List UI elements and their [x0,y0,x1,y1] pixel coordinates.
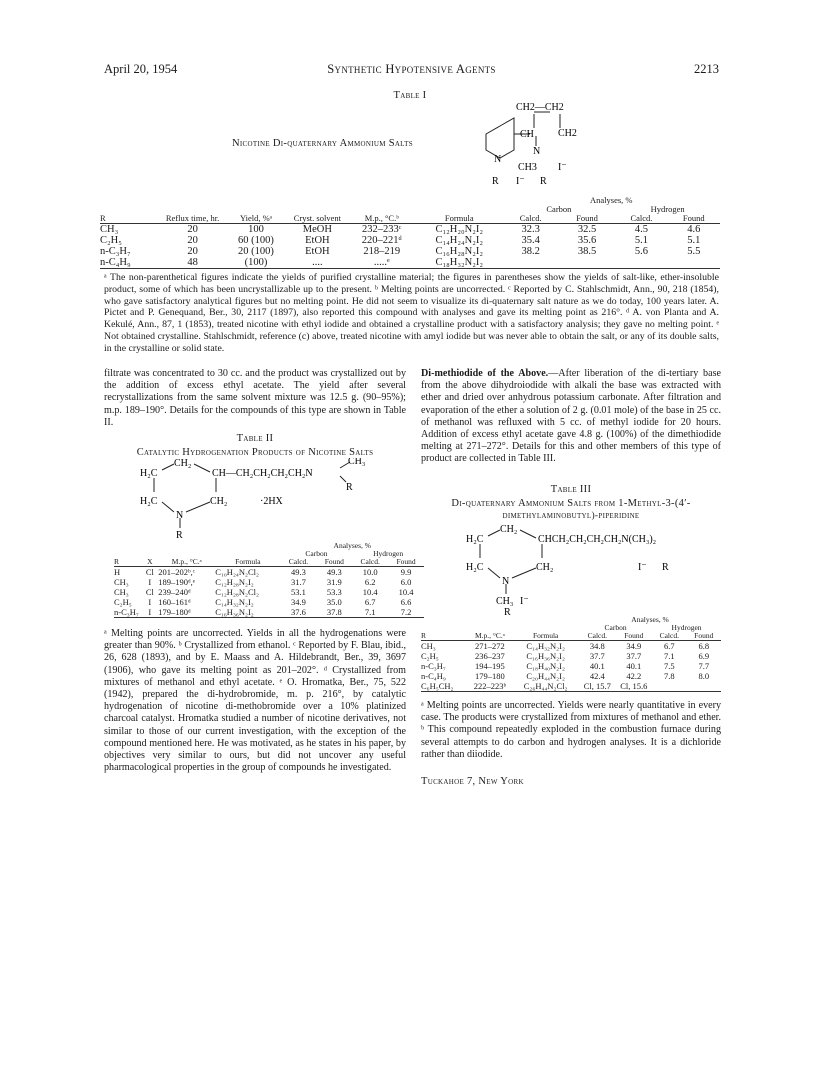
table-row [114,567,424,578]
cell: C₁₈H₄₀N₂I₂ [526,661,565,671]
cell: 7.2 [400,607,412,617]
t3-analyses-header: Analyses, % [631,615,669,624]
cell: 34.9 [291,597,306,607]
table2-label: Table II [236,433,274,444]
cell: 10.0 [362,567,378,577]
cell: n-C₃H₇ [100,246,131,257]
t1-hydrogen-header: Hydrogen [650,204,685,214]
table1-structure [478,100,588,192]
t3s-iodide-bottom: I⁻ [520,596,529,607]
left-paragraph: filtrate was concentrated to 30 cc. and the product was crystallized out by the addition of excess ethyl acetate. The yield after several recrystallizations from the same solvent mixture was 12.5 g. (90–95%); m.p. 189–190°. Details for the compounds of this type are shown in Table II. [104,368,406,428]
cell: 100 [248,224,264,235]
t2-col-c-calcd: Calcd. [288,557,309,566]
t3-col-mp: M.p., °C.ᵃ [474,631,505,640]
t2s-ch3: CH₃ [348,458,366,467]
cell: Cl [145,587,154,597]
cell: 6.2 [364,577,376,587]
table-row [421,641,721,652]
cell: 49.3 [326,567,342,577]
cell [687,681,721,692]
page-number: 2213 [694,62,719,76]
t3s-ch3: CH₃ [496,596,514,607]
cell: 60 (100) [238,235,274,246]
cell: 31.7 [291,577,306,587]
cell: C₆H₅CH₂ [421,681,454,691]
t3s-h2c-top: H₂C [466,534,484,545]
table-row [114,597,424,607]
cell: CH₃ [114,577,129,587]
t3s-chain: CHCH₂CH₂CH₂CH₂N(CH₃)₂ [538,534,657,545]
cell [615,257,667,269]
cell: 194–195 [475,661,505,671]
t1s-i1: I⁻ [558,162,567,173]
cell: 40.1 [589,661,605,671]
t1s-r1: R [492,176,499,187]
cell: 34.9 [626,641,642,651]
cell: MeOH [302,224,332,235]
t1s-ch2ch2: CH2—CH2 [516,102,564,113]
cell: C₂H₅ [100,235,122,246]
cell: 6.8 [698,641,710,651]
table3 [421,616,721,692]
t3s-ch2-top: CH₂ [500,524,518,535]
t3s-r-right: R [662,562,669,573]
cell: n-C₄H₉ [421,671,446,681]
cell: 4.5 [634,224,648,235]
cell: (100) [244,257,268,268]
cell: 179–180 [475,671,505,681]
cell: 7.7 [698,661,710,671]
cell: 201–202ᵇ,ᶜ [158,567,195,577]
cell: C₂H₅ [114,597,132,607]
table3-title-line2: dimethylaminobutyl)-piperidine [502,511,640,521]
cell: 10.4 [398,587,414,597]
cell: 37.8 [326,607,342,617]
cell: 20 [187,235,198,246]
cell: C₂₆H₄₄N₂Cl₂ [523,681,568,691]
author-address: Tuckahoe 7, New York [421,776,524,787]
table2 [114,542,424,618]
t2-col-h-calcd: Calcd. [360,557,380,566]
cell: n-C₃H₇ [114,607,139,617]
t3s-n: N [502,576,510,587]
cell: 6.0 [400,577,412,587]
cell: 239–240ᵈ [158,587,191,597]
t1-analyses-header: Analyses, % [590,195,633,205]
table3-title-line1: Di-quaternary Ammonium Salts from 1-Methyl-3-(4′- [451,498,691,509]
cell: 8.0 [698,671,710,681]
table1 [100,196,720,269]
cell: 10.4 [362,587,378,597]
cell [503,257,559,269]
table-row [421,651,721,661]
table3-footnote: ᵃ Melting points are uncorrected. Yields were nearly quantitative in every case. The products were crystallized from mixtures of methanol and ether. ᵇ This compound repeatedly exploded in the combustion furnace during several attempts to do carbon and hydrogen analyses. It is a dichloride rather than diiodide. [421,700,721,760]
cell: 189–190ᵈ,ᵉ [158,577,195,587]
table-row [114,607,424,618]
cell: 35.6 [577,235,597,246]
t3-col-c-found: Found [624,631,644,640]
cell: 6.7 [364,597,376,607]
cell: 7.1 [663,651,675,661]
t1s-n1: N [494,154,502,165]
t1-col-mp: M.p., °C.ᵇ [364,213,399,223]
cell: 232–233ᶜ [362,224,402,235]
cell [559,257,615,269]
cell: I [148,597,152,607]
cell: 32.5 [577,224,597,235]
cell: 48 [187,257,198,268]
t2-col-formula: Formula [235,557,261,566]
t2s-r-right: R [346,482,353,493]
cell: 32.3 [521,224,540,235]
cell: 7.1 [364,607,376,617]
cell: EtOH [305,246,330,257]
t2-col-mp: M.p., °C.ᵃ [171,557,202,566]
t3s-h2c-bottom: H₂C [466,562,484,573]
t1-col-c-found: Found [576,213,598,223]
cell: 38.2 [521,246,540,257]
cell: C₁₄H₃₂N₂I₂ [215,597,254,607]
cell: C₁₄H₃₂N₂I₂ [526,641,565,651]
table2-footnote: ᵃ Melting points are uncorrected. Yields in all the hydrogenations were greater than 90%. ᵇ Crystallized from ethanol. ᶜ Reported by F. Blau, ibid., 26, 628 (1893), and by E. Maass and A. Hildebrandt, Ber., 39, 3697 (1906), who gave its melting point as 201–202°. ᵈ Crystallized from mixtures of methanol and ethyl acetate. ᵉ O. Hromatka, Ber., 75, 522 (1942), prepared the di-hydrobromide, m. p. 216°, by catalytic hydrogenation of nicotine di-methobromide over a 10% platinized charcoal catalyst. Hromatka studied a number of nicotine derivatives, not similar to those of our current investigation, with the exception of the compound mentioned here. He was motivated, as he states in his paper, by objectives very similar to ours, but did not uncover any useful pharmacological properties in the group of compounds he investigated. [104,628,406,774]
cell: 49.3 [291,567,306,577]
section-body: —After liberation of the di-tertiary base from the above dihydroiodide with alkali the base was extracted with ether and dried over anhydrous potassium carbonate. After filtration and evaporation of the ether a solution of 2 g. (0.01 mole) of the base in 25 cc. of methanol was refluxed with 5 cc. of methyl iodide for 20 hours. Addition of excess ethyl acetate gave 4.8 g. (100%) of the dimethiodide melting at 271–272°. Details for this and other members of this type of product are collected in Table III. [421,368,721,465]
table-row [100,224,720,236]
table3-label: Table III [550,484,592,495]
table2-structure [140,458,380,538]
cell: C₂H₅ [421,651,439,661]
right-paragraph [421,368,721,466]
t3-col-formula: Formula [532,631,559,640]
t2-col-h-found: Found [396,557,416,566]
cell: 20 (100) [238,246,274,257]
cell: .... [312,257,323,268]
cell [652,681,686,692]
cell: 271–272 [475,641,505,651]
t2-hydrogen-header: Hydrogen [373,549,404,558]
t2s-h2c-bottom: H₂C [140,496,158,507]
cell: 236–237 [475,651,505,661]
table-row [421,661,721,671]
cell: 5.6 [634,246,648,257]
cell: EtOH [305,235,330,246]
cell: 53.1 [291,587,306,597]
t1-col-r: R [100,213,106,223]
cell: C₁₆H₂₈N₂I₂ [435,246,484,257]
t2s-chain: CH—CH₂CH₂CH₂CH₂N [212,468,313,479]
cell: C₁₆H₃₆N₂I₂ [526,651,565,661]
cell: 5.1 [687,235,701,246]
t2s-h2c-top: H₂C [140,468,158,479]
cell: 5.1 [634,235,648,246]
cell: 7.8 [663,671,675,681]
cell: CH₃ [114,587,129,597]
cell: .....ᵉ [373,257,390,268]
t2s-r-bottom: R [176,530,183,538]
t1-col-yield: Yield, %ᵃ [239,213,273,223]
cell: 40.1 [626,661,642,671]
cell: Cl, 15.6 [620,681,648,691]
cell: 42.4 [589,671,605,681]
cell: C₁₆H₃₆N₂I₂ [215,607,254,617]
t1-col-c-calcd: Calcd. [519,213,542,223]
table-row [114,587,424,597]
table-row [100,257,720,269]
t1s-ch3: CH3 [518,162,537,173]
running-title: Synthetic Hypotensive Agents [327,62,496,76]
table-row [421,671,721,681]
t3-carbon-header: Carbon [604,623,627,632]
table-row [100,235,720,246]
cell: 42.2 [626,671,642,681]
t3-hydrogen-header: Hydrogen [671,623,702,632]
cell: C₁₂H₂₀N₂I₂ [435,224,484,235]
cell: C₁₂H₂₈N₂Cl₂ [215,587,259,597]
t1-col-solvent: Cryst. solvent [293,213,341,223]
cell: 222–223ᵇ [473,681,507,691]
t3-col-r: R [421,631,427,640]
t1-carbon-header: Carbon [546,204,572,214]
t2-carbon-header: Carbon [305,549,328,558]
cell: 37.7 [626,651,642,661]
cell: 20 [187,246,198,257]
journal-date: April 20, 1954 [104,62,178,76]
cell: 6.7 [663,641,675,651]
cell [668,257,720,269]
cell: C₁₀H₂₄N₂Cl₂ [215,567,259,577]
t3s-ch2-bottom: CH₂ [536,562,554,573]
table1-label: Table I [393,90,427,101]
t3-col-h-found: Found [694,631,714,640]
cell: 53.3 [326,587,342,597]
cell: CH₃ [100,224,119,235]
t2-col-c-found: Found [324,557,344,566]
table3-structure [466,524,706,616]
t1s-ch: CH [520,129,534,140]
cell: I [148,577,152,587]
cell: 37.6 [291,607,306,617]
cell: I [148,607,152,617]
cell: 6.9 [698,651,710,661]
t1-col-formula: Formula [444,213,474,223]
table-row [114,577,424,587]
t1s-n2: N [533,146,541,157]
t1s-r2: R [540,176,547,187]
table1-footnote: ᵃ The non-parenthetical figures indicate the yields of purified crystalline material; the figures in parentheses show the yields of salt-like, ether-insoluble product, some of which has been uncrystallizable up to the present. ᵇ Melting points are uncorrected. ᶜ Reported by C. Stahlschmidt, Ann., 90, 218 (1854), who gave satisfactory analytical figures but no melting point. He did not seem to visualize its di-quaternary salt nature as we do today, 100 years later. A. Pictet and P. Genequand, Ber., 30, 2117 (1897), also reported this compound with analyses and gave its melting point as 216°. ᵈ A. von Planta and A. Kekulé, Ann., 87, 1 (1853), treated nicotine with ethyl iodide and obtained a crystalline product with a satisfactory analysis; they gave no melting point. ᵉ Not obtained crystalline. Stahlschmidt, reference (c) above, treated nicotine with amyl iodide but was never able to obtain the salt, or any of its double salts, in the crystalline or solid state. [104,272,719,354]
cell: 35.0 [326,597,342,607]
t2-col-x: X [147,557,153,566]
cell: C₂₀H₄₄N₂I₂ [526,671,565,681]
table-row [100,246,720,257]
table1-title: Nicotine Di-quaternary Ammonium Salts [232,138,413,149]
t2s-ch2-bottom: CH₂ [210,496,228,507]
cell: n-C₄H₉ [100,257,131,268]
t2s-n: N [176,510,184,521]
t1s-ch2: CH2 [558,128,577,139]
t3s-iodide-right: I⁻ [638,562,647,573]
t3s-r-bottom: R [504,607,511,616]
t2s-2hx: ·2HX [260,496,283,507]
t2-col-r: R [114,557,120,566]
cell: 34.8 [589,641,605,651]
t3-col-h-calcd: Calcd. [659,631,679,640]
cell: 4.6 [687,224,701,235]
cell: 5.5 [687,246,701,257]
t1s-i2: I⁻ [516,176,525,187]
t3-col-c-calcd: Calcd. [587,631,608,640]
t1-col-reflux: Reflux time, hr. [165,213,220,223]
cell: C₁₈H₃₂N₂I₂ [435,257,484,268]
t1-col-h-calcd: Calcd. [630,213,653,223]
cell: 38.5 [577,246,597,257]
cell: C₁₂H₂₈N₂I₂ [215,577,254,587]
section-heading: Di-methiodide of the Above. [421,368,549,379]
t2-analyses-header: Analyses, % [333,541,372,550]
cell: n-C₃H₇ [421,661,446,671]
cell: 220–221ᵈ [361,235,402,246]
cell: Cl, 15.7 [583,681,611,691]
cell: 20 [187,224,198,235]
cell: 31.9 [326,577,342,587]
cell: 160–161ᵈ [158,597,191,607]
cell: 179–180ᵈ [158,607,191,617]
t1-col-h-found: Found [682,213,705,223]
cell: 6.6 [400,597,412,607]
table2-title: Catalytic Hydrogenation Products of Nicotine Salts [136,447,374,458]
cell: 9.9 [400,567,412,577]
cell: CH₃ [421,641,436,651]
cell: 35.4 [521,235,540,246]
cell: 37.7 [589,651,605,661]
cell: C₁₄H₂₄N₂I₂ [435,235,484,246]
cell: 7.5 [663,661,675,671]
cell: 218–219 [363,246,401,257]
table-row [421,681,721,692]
cell: H [114,567,121,577]
t2s-ch2-top: CH₂ [174,458,192,469]
cell: Cl [145,567,154,577]
